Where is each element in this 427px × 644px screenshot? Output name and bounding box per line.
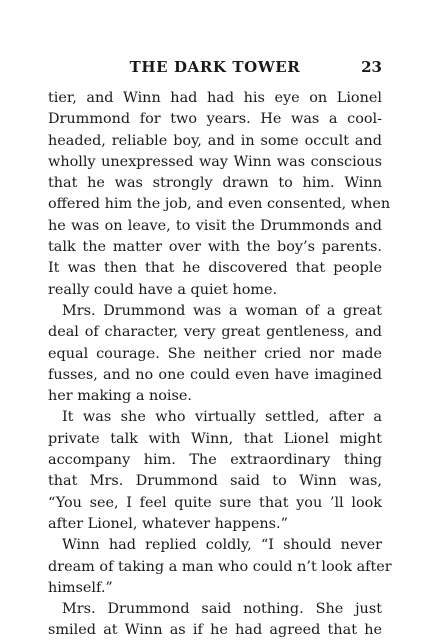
paragraph xyxy=(48,88,391,301)
text-line: Winn had replied coldly, “I should never xyxy=(62,537,382,554)
text-line: dream of taking a man who could n’t look after xyxy=(48,558,392,575)
text-line: tier, and Winn had had his eye on Lionel xyxy=(48,90,382,106)
page-number: 23 xyxy=(361,58,382,76)
text-line: her making a noise. xyxy=(48,388,193,405)
text-line: It was she who virtually settled, after a xyxy=(62,409,382,426)
book-page xyxy=(48,56,392,642)
text-line: Mrs. Drummond was a woman of a great xyxy=(62,302,382,319)
paragraph xyxy=(48,407,382,535)
text-line: he was on leave, to visit the Drummonds and xyxy=(48,217,382,234)
text-line: that he was strongly drawn to him. Winn xyxy=(48,175,382,192)
body-text xyxy=(48,88,392,642)
text-line: equal courage. She neither cried nor made xyxy=(48,345,382,362)
running-title: THE DARK TOWER xyxy=(129,58,301,76)
text-line: accompany him. The extraordinary thing xyxy=(48,452,382,469)
text-line: offered him the job, and even consented, when xyxy=(48,196,391,213)
text-line: Drummond for two years. He was a cool- xyxy=(48,111,382,128)
paragraph xyxy=(48,301,382,407)
text-line: Mrs. Drummond said nothing. She just xyxy=(62,601,382,618)
text-line: private talk with Winn, that Lionel might xyxy=(48,430,382,447)
text-line: talk the matter over with the boy’s parents. xyxy=(48,239,382,256)
text-line: really could have a quiet home. xyxy=(48,281,278,298)
running-head xyxy=(48,56,382,78)
text-line: smiled at Winn as if he had agreed that he xyxy=(48,622,382,639)
text-line: headed, reliable boy, and in some occult and xyxy=(48,132,382,149)
text-line: wholly unexpressed way Winn was conscious xyxy=(48,153,382,170)
paragraph xyxy=(48,599,382,642)
text-line: fusses, and no one could even have imagined xyxy=(48,366,382,383)
text-line: after Lionel, whatever happens.” xyxy=(48,515,288,532)
paragraph xyxy=(48,535,392,599)
text-line: “You see, I feel quite sure that you ’ll look xyxy=(48,494,382,511)
text-line: deal of character, very great gentleness, and xyxy=(48,324,382,341)
text-line: that Mrs. Drummond said to Winn was, xyxy=(48,473,382,490)
text-line: himself.” xyxy=(48,579,113,596)
text-line: It was then that he discovered that people xyxy=(48,260,382,277)
